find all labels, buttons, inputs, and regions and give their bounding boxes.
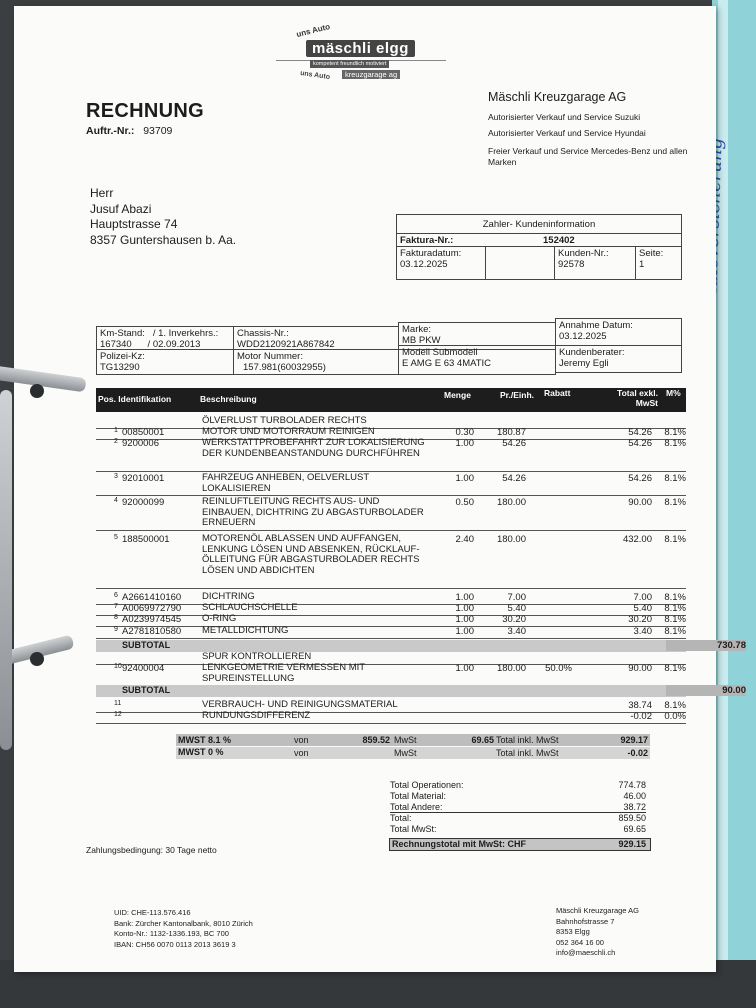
row-unit-price: 180.00 — [496, 497, 526, 508]
row-vat-rate: 0.0% — [664, 711, 686, 722]
vehicle-info — [96, 318, 682, 376]
payment-terms: Zahlungsbedingung: 30 Tage netto — [86, 845, 217, 855]
mwst-word: MwSt — [394, 735, 417, 745]
grand-total-label: Rechnungstotal mit MwSt: CHF — [392, 839, 526, 849]
chassis-cell — [233, 326, 399, 350]
row-vat-rate: 8.1% — [664, 614, 686, 625]
header-price: Pr./Einh. — [500, 390, 535, 400]
row-unit-price: 54.26 — [502, 438, 526, 449]
row-identification: A0239974545 — [122, 614, 182, 625]
total-label: Total Material: — [390, 791, 447, 801]
footer-line: UID: CHE-113.576.416 — [114, 908, 191, 917]
row-identification: 92000099 — [122, 497, 165, 508]
address-line: 8357 Guntershausen b. Aa. — [90, 232, 237, 247]
footer-line: Bank: Zürcher Kantonalbank, 8010 Zürich — [114, 918, 253, 928]
berater-value: Jeremy Egli — [559, 358, 609, 369]
row-description: SCHLAUCHSCHELLE — [202, 602, 298, 613]
punch-hole-bottom — [30, 652, 44, 666]
subtotal-value: 730.78 — [666, 640, 746, 651]
service-line: Freier Verkauf und Service Mercedes-Benz und allen Marken — [488, 146, 688, 167]
footer-line: 052 364 16 00 — [556, 937, 604, 947]
modell-value: E AMG E 63 4MATIC — [402, 358, 492, 369]
marke-value: MB PKW — [402, 335, 441, 346]
annahme-cell — [555, 318, 682, 346]
row-total: 432.00 — [622, 534, 652, 545]
row-quantity: 1.00 — [455, 663, 474, 674]
row-position: 3 — [114, 473, 118, 480]
mwst-total: 929.17 — [620, 735, 648, 745]
subtotal-value: 90.00 — [666, 685, 746, 696]
inverkehr-label: / 1. Inverkehrs.: — [152, 328, 219, 339]
company-logo: mäschli elgg — [306, 40, 415, 57]
row-description: RUNDUNGSDIFFERENZ — [202, 710, 311, 721]
company-name: Mäschli Kreuzgarage AG — [488, 90, 627, 104]
mwst-von: von — [294, 748, 309, 758]
header-pos: Pos. Identifikation — [98, 394, 172, 404]
polizei-cell — [96, 349, 234, 375]
row-identification: 188500001 — [122, 534, 170, 545]
logo-web: kreuzgarage ag — [342, 70, 400, 79]
total-row — [390, 802, 646, 813]
punch-hole-top — [30, 384, 44, 398]
total-value: 46.00 — [623, 791, 646, 801]
row-description: O-RING — [202, 613, 237, 624]
footer-line: Konto-Nr.: 1132-1336.193, BC 700 — [114, 929, 229, 938]
row-divider — [96, 588, 686, 589]
row-description: ÖLVERLUST TURBOLADER RECHTS — [202, 415, 367, 426]
marke-label: Marke: — [402, 324, 432, 335]
row-vat-rate: 8.1% — [664, 438, 686, 449]
modell-label: Modell Submodell — [402, 347, 478, 358]
table-header — [96, 388, 686, 412]
motor-label: Motor Nummer: — [237, 351, 303, 362]
row-description: WERKSTATTPROBEFAHRT ZUR LOKALISIERUNG DER KUNDENBEANSTANDUNG DURCHFÜHREN — [202, 437, 425, 459]
row-position: 7 — [114, 603, 118, 610]
logo-arc-bottom: uns Auto — [299, 69, 331, 82]
row-position: 5 — [114, 534, 118, 541]
row-vat-rate: 8.1% — [664, 700, 686, 711]
row-description: MOTOR UND MOTORRAUM REINIGEN — [202, 426, 375, 437]
row-total: 54.26 — [628, 438, 652, 449]
mwst-word: MwSt — [394, 748, 417, 758]
row-total: 54.26 — [628, 427, 652, 438]
annahme-value: 03.12.2025 — [559, 331, 607, 342]
row-position: 6 — [114, 592, 118, 599]
row-total: 5.40 — [633, 603, 652, 614]
service-line: Autorisierter Verkauf und Service Hyundai — [488, 128, 646, 138]
customer-no-value: 92578 — [558, 259, 585, 270]
row-position: 1 — [114, 427, 118, 434]
row-divider — [96, 471, 686, 472]
total-row — [390, 813, 646, 824]
row-description: VERBRAUCH- UND REINIGUNGSMATERIAL — [202, 699, 398, 710]
customer-address — [90, 186, 236, 248]
faktura-number: 152402 — [543, 235, 575, 246]
row-unit-price: 180.00 — [496, 534, 526, 545]
address-line: Herr — [90, 186, 114, 200]
row-total: -0.02 — [630, 711, 652, 722]
order-number — [86, 125, 172, 137]
row-divider — [96, 723, 686, 724]
row-total: 54.26 — [628, 473, 652, 484]
date-value: 03.12.2025 — [400, 259, 448, 270]
row-quantity: 1.00 — [455, 603, 474, 614]
total-label: Total: — [390, 813, 412, 823]
km-value: 167340 — [100, 339, 132, 350]
order-value: 93709 — [143, 125, 173, 137]
row-position: 4 — [114, 497, 118, 504]
header-desc: Beschreibung — [200, 394, 257, 404]
footer-company-info — [556, 906, 639, 959]
row-total: 30.20 — [628, 614, 652, 625]
mwst-label: MWST 0 % — [178, 747, 224, 757]
footer-line: info@maeschli.ch — [556, 948, 616, 957]
row-unit-price: 30.20 — [502, 614, 526, 625]
row-vat-rate: 8.1% — [664, 427, 686, 438]
row-unit-price: 180.87 — [496, 427, 526, 438]
empty-cell — [485, 246, 555, 280]
row-divider — [96, 495, 686, 496]
km-label: Km-Stand: — [100, 328, 145, 339]
row-quantity: 0.50 — [455, 497, 474, 508]
date-label: Fakturadatum: — [400, 248, 462, 259]
row-vat-rate: 8.1% — [664, 592, 686, 603]
payer-info-box — [396, 214, 682, 280]
mwst-von: von — [294, 735, 309, 745]
service-line: Autorisierter Verkauf und Service Suzuki — [488, 112, 641, 122]
row-description: DICHTRING — [202, 591, 255, 602]
subtotal-label: SUBTOTAL — [122, 640, 171, 650]
km-cell — [96, 326, 234, 350]
footer-bank-info — [114, 908, 253, 950]
header-qty: Menge — [444, 390, 471, 400]
motor-value: 157.981(60032955) — [243, 362, 326, 373]
payer-heading: Zahler- Kundeninformation — [396, 214, 682, 234]
row-unit-price: 7.00 — [507, 592, 526, 603]
mwst-amount: 69.65 — [471, 735, 494, 745]
row-description: REINLUFTLEITUNG RECHTS AUS- UND EINBAUEN, DICHTRING ZU ABGASTURBOLADER ERNEUERN — [202, 496, 424, 528]
grand-total-value: 929.15 — [618, 839, 646, 849]
row-vat-rate: 8.1% — [664, 663, 686, 674]
inverkehr-value: / 02.09.2013 — [147, 339, 201, 350]
header-vat: M% — [666, 388, 681, 398]
row-description: METALLDICHTUNG — [202, 625, 289, 636]
row-unit-price: 180.00 — [496, 663, 526, 674]
total-value: 774.78 — [618, 780, 646, 790]
row-description: FAHRZEUG ANHEBEN, OELVERLUST LOKALISIEREN — [202, 472, 369, 494]
row-quantity: 2.40 — [455, 534, 474, 545]
customer-no-cell — [554, 246, 636, 280]
row-quantity: 1.00 — [455, 626, 474, 637]
row-total: 7.00 — [633, 592, 652, 603]
berater-label: Kundenberater: — [559, 347, 625, 358]
row-quantity: 0.30 — [455, 427, 474, 438]
subtotal-label: SUBTOTAL — [122, 685, 171, 695]
total-row — [390, 780, 646, 791]
row-total: 38.74 — [628, 700, 652, 711]
page-label: Seite: — [639, 248, 664, 259]
total-value: 38.72 — [623, 802, 646, 812]
chassis-value: WDD2120921A867842 — [237, 339, 335, 350]
row-total: 90.00 — [628, 663, 652, 674]
row-discount: 50.0% — [545, 663, 572, 674]
faktura-label: Faktura-Nr.: — [400, 235, 454, 246]
total-label: Total MwSt: — [390, 824, 437, 834]
total-value: 859.50 — [618, 813, 646, 823]
row-total: 90.00 — [628, 497, 652, 508]
header-total: Total exkl. MwSt — [617, 388, 658, 408]
page-value: 1 — [639, 259, 645, 270]
polizei-value: TG13290 — [100, 362, 140, 373]
page-cell — [635, 246, 682, 280]
date-cell — [396, 246, 486, 280]
total-label: Total Andere: — [390, 802, 443, 812]
row-position: 2 — [114, 438, 118, 445]
row-position: 12 — [114, 711, 122, 718]
faktura-row — [396, 233, 682, 247]
row-quantity: 1.00 — [455, 473, 474, 484]
footer-line: Bahnhofstrasse 7 — [556, 916, 615, 926]
address-line: Jusuf Abazi — [90, 201, 152, 216]
row-vat-rate: 8.1% — [664, 626, 686, 637]
chassis-label: Chassis-Nr.: — [237, 328, 289, 339]
row-position: 10 — [114, 663, 122, 670]
total-row — [390, 824, 646, 835]
subtotal-bar — [96, 640, 746, 652]
row-description: MOTORENÖL ABLASSEN UND AUFFANGEN, LENKUNG LÖSEN UND ABSENKEN, RÜCKLAUF-ÖLLEITUNG FÜR ABGASTURBOLADER RECHTS LÖSEN UND ABDICHTEN — [202, 533, 420, 576]
mwst-label: MWST 8.1 % — [178, 735, 232, 745]
row-quantity: 1.00 — [455, 614, 474, 625]
logo-arc-top: uns Auto — [295, 21, 331, 40]
mwst-total: -0.02 — [627, 748, 648, 758]
row-total: 3.40 — [633, 626, 652, 637]
row-identification: 9200006 — [122, 438, 159, 449]
order-label: Auftr.-Nr.: — [86, 125, 135, 137]
polizei-label: Polizei-Kz: — [100, 351, 145, 362]
row-quantity: 1.00 — [455, 592, 474, 603]
total-row — [390, 791, 646, 802]
row-divider — [96, 638, 686, 639]
row-vat-rate: 8.1% — [664, 497, 686, 508]
row-position: 11 — [114, 700, 122, 707]
total-label: Total Operationen: — [390, 780, 464, 790]
row-identification: A2781810580 — [122, 626, 182, 637]
motor-cell — [233, 349, 399, 375]
mwst-incl: Total inkl. MwSt — [496, 735, 559, 745]
row-identification: A2661410160 — [122, 592, 182, 603]
total-value: 69.65 — [623, 824, 646, 834]
grand-total-bar — [389, 838, 651, 851]
row-quantity: 1.00 — [455, 438, 474, 449]
row-identification: A0069972790 — [122, 603, 182, 614]
row-unit-price: 3.40 — [507, 626, 526, 637]
customer-no-label: Kunden-Nr.: — [558, 248, 609, 259]
row-vat-rate: 8.1% — [664, 603, 686, 614]
address-line: Hauptstrasse 74 — [90, 217, 178, 231]
footer-line: IBAN: CH56 0070 0113 2013 3619 3 — [114, 939, 236, 949]
modell-cell — [398, 345, 556, 375]
row-vat-rate: 8.1% — [664, 534, 686, 545]
berater-cell — [555, 345, 682, 373]
row-position: 8 — [114, 614, 118, 621]
footer-line: 8353 Elgg — [556, 927, 590, 936]
row-identification: 92400004 — [122, 663, 165, 674]
invoice-title: RECHNUNG — [86, 100, 204, 122]
mwst-incl: Total inkl. MwSt — [496, 748, 559, 758]
row-description: SPUR KONTROLLIEREN — [202, 651, 312, 662]
logo-tagline: kompetent freundlich motiviert — [310, 60, 389, 68]
header-rabatt: Rabatt — [544, 388, 571, 398]
annahme-label: Annahme Datum: — [559, 320, 633, 331]
binder-ring-spine — [0, 390, 12, 750]
row-vat-rate: 8.1% — [664, 473, 686, 484]
row-divider — [96, 530, 686, 531]
row-identification: 00850001 — [122, 427, 165, 438]
row-identification: 92010001 — [122, 473, 165, 484]
row-unit-price: 5.40 — [507, 603, 526, 614]
row-unit-price: 54.26 — [502, 473, 526, 484]
footer-line: Mäschli Kreuzgarage AG — [556, 906, 639, 915]
subtotal-bar — [96, 685, 746, 697]
mwst-base: 859.52 — [362, 735, 390, 745]
row-position: 9 — [114, 626, 118, 633]
row-description: LENKGEOMETRIE VERMESSEN MIT SPUREINSTELLUNG — [202, 662, 365, 684]
